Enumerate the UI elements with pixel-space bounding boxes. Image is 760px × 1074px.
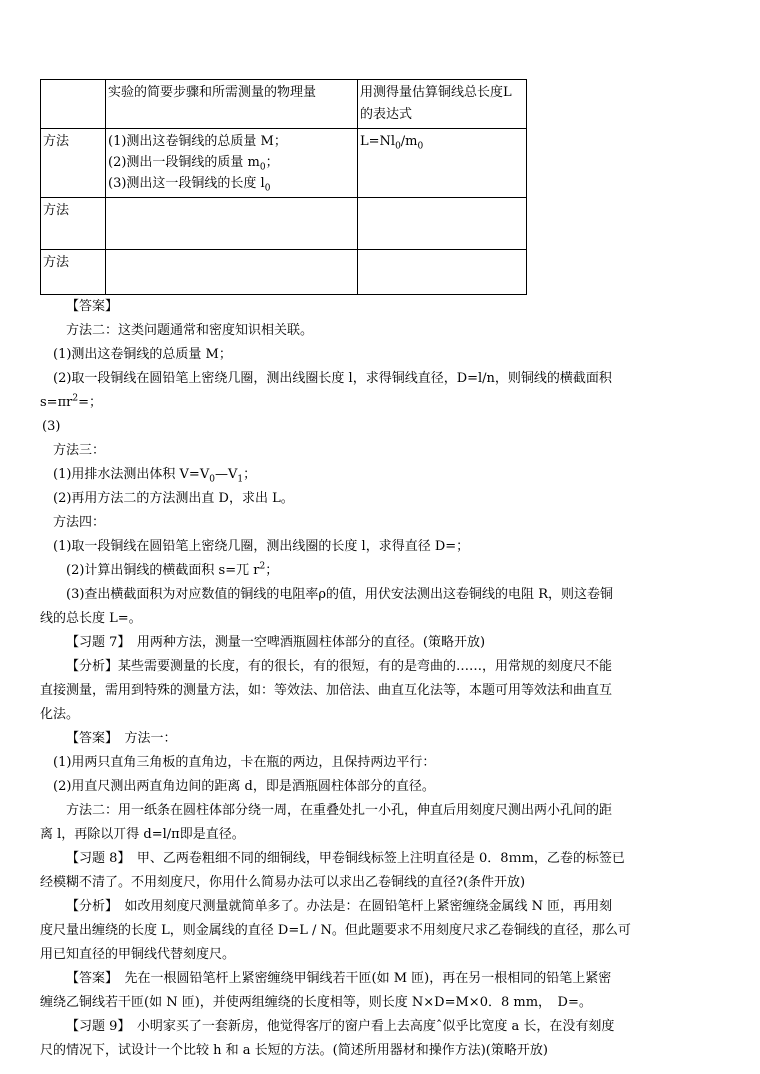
step-line: (2)测出一段铜线的质量 $m_0$； — [108, 155, 279, 173]
row-formula — [358, 250, 527, 295]
text-line: 化法。 — [40, 707, 80, 722]
step-line: (1)测出这卷铜线的总质量 M； — [108, 134, 287, 149]
text-line: 方法三： — [53, 443, 106, 458]
exercise-8: 【习题 8】 甲、乙两卷粗细不同的细铜线，甲卷铜线标签上注明直径是 0．8ｍm，乙卷的标签已 — [66, 851, 625, 866]
text-line: 度尺量出缠绕的长度 L，则金属线的直径 D=L / N。但此题要求不用刻度尺求乙卷铜线的直径，那么可 — [40, 923, 631, 938]
table-row — [41, 129, 527, 198]
text-line: (1)用排水法测出体积 $V=V_0—V_1$； — [53, 467, 257, 485]
row-label: 方法 — [41, 250, 106, 295]
text-line: (2)用直尺测出两直角边间的距离 d，即是酒瓶圆柱体部分的直径。 — [53, 779, 435, 794]
exercise-9: 【习题 9】 小明家买了一套新房，他觉得客厅的窗户看上去高度ˆ似乎比宽度 a 长，在没有刻度 — [66, 1019, 615, 1034]
answer-line: 【答案】 先在一根圆铅笔杆上紧密缠绕甲铜线若干匝(如 M 匝)，再在另一根相同的铅笔上紧密 — [66, 971, 612, 986]
row-steps — [106, 198, 358, 250]
text-line: 方法二：这类问题通常和密度知识相关联。 — [66, 323, 314, 338]
step-line: (3)测出这一段铜线的长度 $l_0$ — [108, 176, 271, 194]
document-body — [40, 295, 726, 1063]
text-line: (2)再用方法二的方法测出直 D，求出 L。 — [53, 491, 294, 506]
row-label: 方法 — [41, 129, 106, 198]
row-formula: $L=Nl_0/m_0$ — [358, 129, 527, 198]
row-formula — [358, 198, 527, 250]
row-steps — [106, 129, 358, 198]
row-label: 方法 — [41, 198, 106, 250]
text-line: 经模糊不清了。不用刻度尺，你用什么简易办法可以求出乙卷铜线的直径?(条件开放) — [40, 875, 526, 890]
text-line: (2)计算出铜线的横截面积 s=兀 $r^2$； — [66, 561, 279, 578]
text-line: $s=\pi r^2=$； — [40, 393, 102, 410]
header-cell-steps: 实验的简要步骤和所需测量的物理量 — [106, 80, 358, 129]
text-line: (2)取一段铜线在圆铅笔上密绕几圈，测出线圈长度 l，求得铜线直径，D=l/n，则铜线的横截面积 — [53, 371, 612, 386]
answer-heading: 【答案】 — [66, 299, 119, 314]
exercise-7: 【习题 7】 用两种方法，测量一空啤酒瓶圆柱体部分的直径。(策略开放) — [66, 635, 486, 650]
experiment-table — [40, 79, 527, 295]
analysis-line: 【分析】某些需要测量的长度，有的很长，有的很短，有的是弯曲的……，用常规的刻度尺不能 — [66, 659, 613, 674]
text-line: 缠绕乙铜线若干匝(如 N 匝)，并使两组缠绕的长度相等，则长度 N×D=M×0．8 mm， D=。 — [40, 995, 592, 1010]
text-line: 方法二：用一纸条在圆柱体部分绕一周，在重叠处扎一小孔，伸直后用刻度尺测出两小孔间的距 — [66, 803, 613, 818]
text-line: (3)查出横截面积为对应数值的铜线的电阻率ρ的值，用伏安法测出这卷铜线的电阻 R，则这卷铜 — [66, 587, 613, 602]
text-line: 用已知直径的甲铜线代替刻度尺。 — [40, 947, 236, 962]
text-line: (3) — [42, 419, 61, 434]
table-header-row — [41, 80, 527, 129]
text-line: (1)用两只直角三角板的直角边，卡在瓶的两边，且保持两边平行： — [53, 755, 436, 770]
text-line: 方法四： — [53, 515, 106, 530]
text-line: (1)取一段铜线在圆铅笔上密绕几圈，测出线圈的长度 l，求得直径 D=； — [53, 539, 470, 554]
header-cell-empty — [41, 80, 106, 129]
text-line: 线的总长度 L=。 — [40, 611, 142, 626]
table-row — [41, 198, 527, 250]
text-line: (1)测出这卷铜线的总质量 M； — [53, 347, 232, 362]
analysis-line: 【分析】 如改用刻度尺测量就简单多了。办法是：在圆铅笔杆上紧密缠绕金属线 N 匝，再用刻 — [66, 899, 613, 914]
text-line: 离 l，再除以丌得 d=l/π即是直径。 — [40, 827, 245, 842]
text-line: 尺的情况下，试设计一个比较 h 和 a 长短的方法。(简述所用器材和操作方法)(策略开放) — [40, 1043, 548, 1058]
answer-line: 【答案】 方法一： — [66, 731, 177, 746]
header-cell-formula: 用测得量估算铜线总长度L 的表达式 — [358, 80, 527, 129]
table-row — [41, 250, 527, 295]
text-line: 直接测量，需用到特殊的测量方法，如：等效法、加倍法、曲直互化法等，本题可用等效法和曲直互 — [40, 683, 613, 698]
row-steps — [106, 250, 358, 295]
